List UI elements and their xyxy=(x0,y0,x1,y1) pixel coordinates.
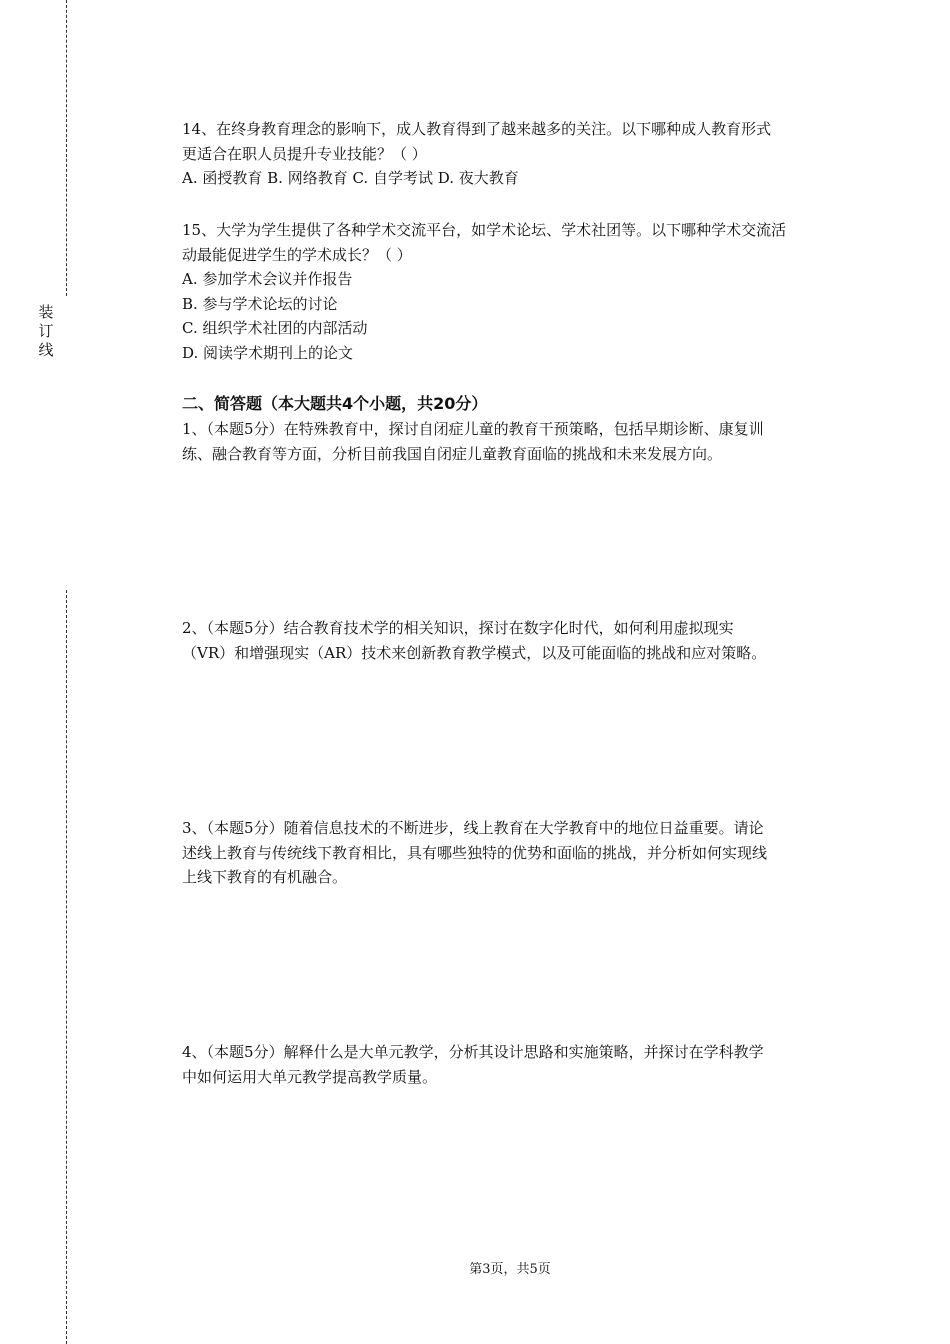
question-text: 2、（本题5分）结合教育技术学的相关知识，探讨在数字化时代，如何利用虚拟现实 xyxy=(182,619,734,637)
section-heading: 二、简答题（本大题共4个小题，共20分） xyxy=(182,394,488,413)
short-answer-1 xyxy=(182,417,842,466)
option-a: A. 参加学术会议并作报告 xyxy=(182,270,353,289)
question-text: 4、（本题5分）解释什么是大单元教学，分析其设计思路和实施策略，并探讨在学科教学 xyxy=(182,1043,764,1061)
question-15 xyxy=(182,218,842,366)
question-options: A. 函授教育 B. 网络教育 C. 自学考试 D. 夜大教育 xyxy=(182,169,519,188)
question-text: 练、融合教育等方面，分析目前我国自闭症儿童教育面临的挑战和未来发展方向。 xyxy=(182,444,723,463)
option-d: D. 阅读学术期刊上的论文 xyxy=(182,343,354,362)
binding-label: 装订线 xyxy=(38,303,54,359)
question-14 xyxy=(182,117,842,191)
page-number: 第3页，共5页 xyxy=(469,1262,551,1277)
question-text: 更适合在职人员提升专业技能？（ ） xyxy=(182,144,427,163)
question-text: 上线下教育的有机融合。 xyxy=(182,868,348,887)
question-text: （VR）和增强现实（AR）技术来创新教育教学模式，以及可能面临的挑战和应对策略。 xyxy=(182,643,767,662)
binding-line-bottom xyxy=(66,590,67,1344)
short-answer-2 xyxy=(182,616,842,665)
question-text: 述线上教育与传统线下教育相比，具有哪些独特的优势和面临的挑战，并分析如何实现线 xyxy=(182,843,768,862)
option-b: B. 参与学术论坛的讨论 xyxy=(182,294,338,313)
binding-line-top xyxy=(66,0,67,296)
option-c: C. 组织学术社团的内部活动 xyxy=(182,319,368,338)
question-text: 3、（本题5分）随着信息技术的不断进步，线上教育在大学教育中的地位日益重要。请论 xyxy=(182,819,764,837)
question-text: 14、在终身教育理念的影响下，成人教育得到了越来越多的关注。以下哪种成人教育形式 xyxy=(182,120,772,138)
question-text: 动最能促进学生的学术成长？（ ） xyxy=(182,245,412,264)
short-answer-4 xyxy=(182,1040,842,1089)
short-answer-3 xyxy=(182,816,842,890)
question-text: 中如何运用大单元教学提高教学质量。 xyxy=(182,1067,438,1086)
question-text: 1、（本题5分）在特殊教育中，探讨自闭症儿童的教育干预策略，包括早期诊断、康复训 xyxy=(182,420,764,438)
question-text: 15、大学为学生提供了各种学术交流平台，如学术论坛、学术社团等。以下哪种学术交流活 xyxy=(182,221,787,239)
